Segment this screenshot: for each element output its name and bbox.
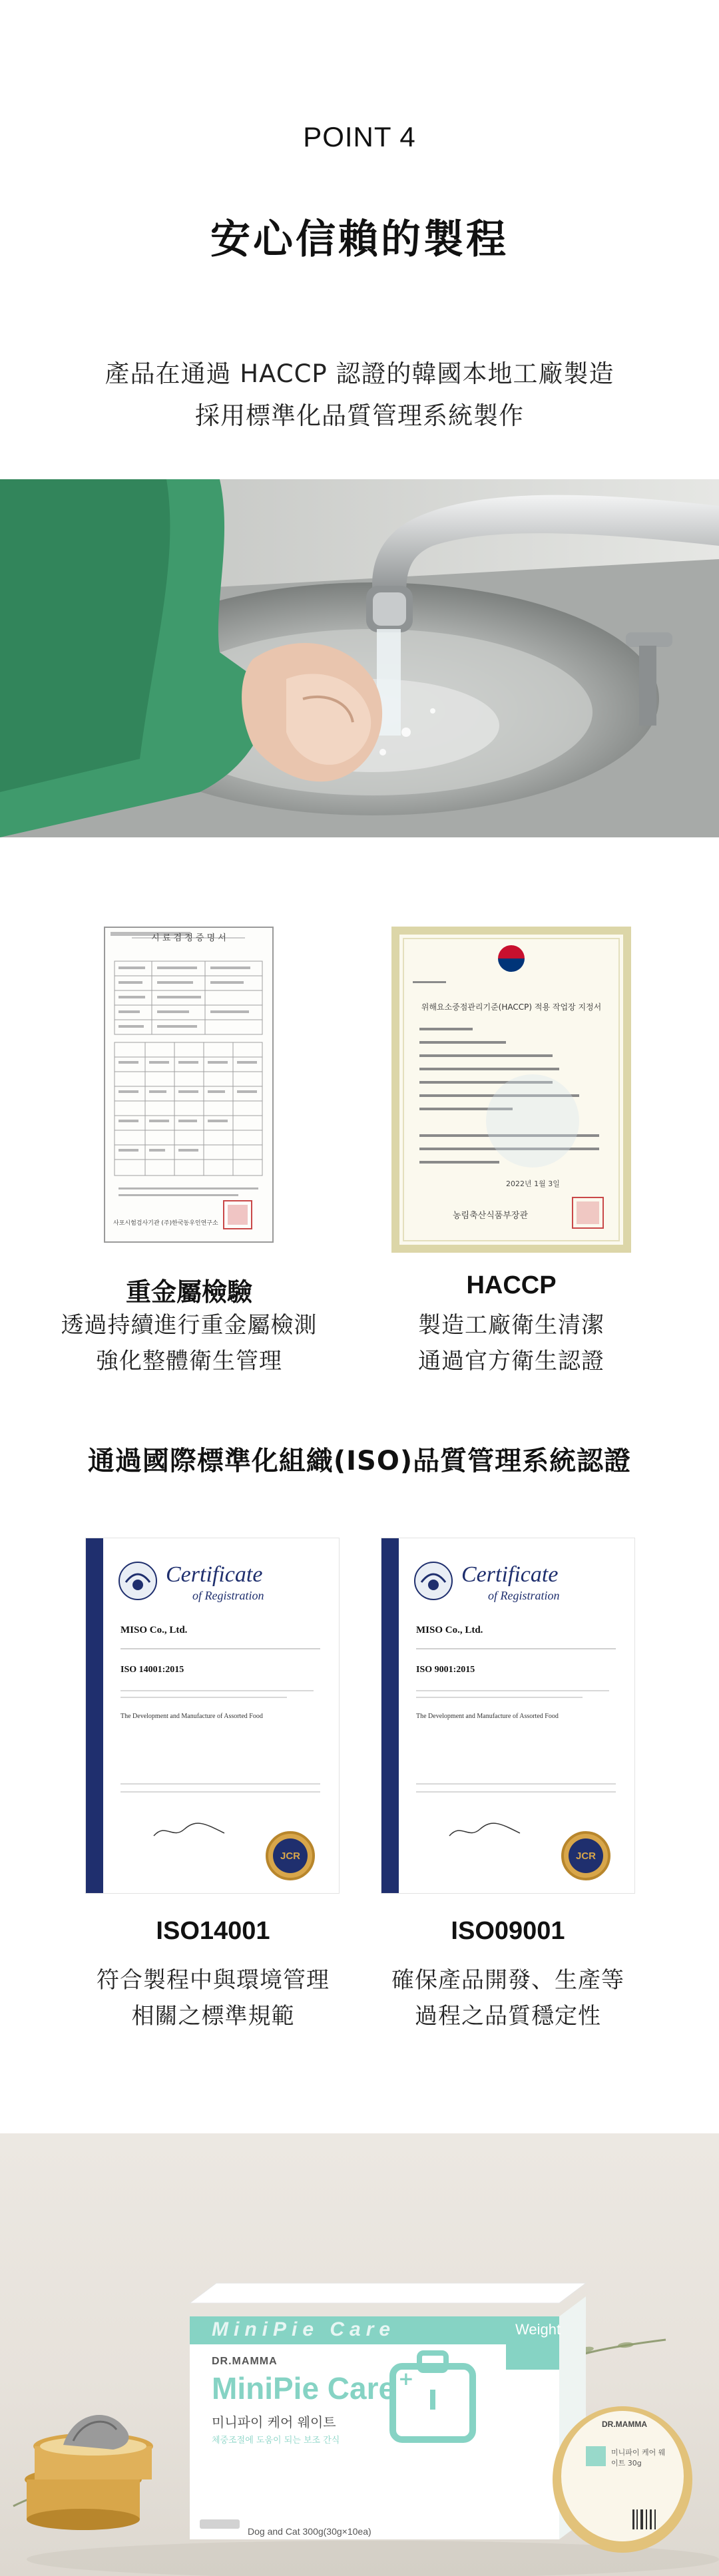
iso9001-desc-line-1: 確保產品開發、生產等 — [391, 1967, 624, 1994]
iso14001-company: MISO Co., Ltd. — [120, 1625, 188, 1635]
heavy-metal-doc-footer: 사포시험검사기관 (주)한국동우인연구소 — [113, 1220, 218, 1227]
iso9001-desc-line-2: 過程之品質穩定性 — [415, 2003, 601, 2030]
plus-icon: + — [398, 2368, 414, 2390]
intro-line-2: 採用標準化品質管理系統製作 — [195, 401, 524, 430]
iso9001-title: ISO09001 — [451, 1917, 565, 1945]
heavy-metal-test-certificate — [104, 927, 274, 1243]
iso9001-certificate — [381, 1538, 635, 1894]
haccp-description — [378, 1307, 644, 1379]
signature-icon — [152, 1821, 226, 1841]
iso14001-description — [67, 1962, 360, 2034]
divider — [416, 1648, 616, 1649]
iso14001-doc-title: Certificate — [166, 1562, 263, 1587]
certificate-band — [86, 1538, 103, 1893]
iso14001-desc-line-1: 符合製程中與環境管理 — [97, 1967, 330, 1994]
page-title: 安心信賴的製程 — [210, 216, 509, 263]
haccp-desc-line-2: 通過官方衛生認證 — [418, 1348, 604, 1375]
product-scene-illustration — [0, 2133, 719, 2576]
jcr-emblem-icon — [412, 1560, 455, 1602]
divider — [120, 1690, 314, 1691]
divider — [416, 1783, 616, 1785]
haccp-document-illustration — [399, 935, 623, 1245]
divider — [120, 1791, 320, 1793]
iso9001-company: MISO Co., Ltd. — [416, 1625, 483, 1635]
hand-washing-photo — [0, 479, 719, 837]
iso9001-doc-subtitle: of Registration — [488, 1589, 560, 1602]
haccp-doc-footer: 농림축산식품부장관 — [453, 1211, 529, 1221]
product-name: MiniPie Care — [212, 2371, 396, 2406]
iso14001-certificate — [85, 1538, 340, 1894]
intro-line-1: 產品在通過 HACCP 認證的韓國本地工廠製造 — [105, 359, 614, 388]
product-spec: Dog and Cat 300g(30g×10ea) — [248, 2526, 371, 2537]
heavy-metal-doc-heading: 시 료 검 정 증 명 서 — [151, 933, 226, 943]
hand-washing-illustration — [0, 479, 719, 837]
jcr-seal-label: JCR — [273, 1838, 308, 1873]
box-weight-tab: Weight — [515, 2321, 561, 2338]
iso14001-doc-subtitle: of Registration — [192, 1589, 264, 1602]
haccp-certificate — [391, 927, 631, 1253]
cup-label: 미니파이 케어 웨이트 30g — [611, 2448, 666, 2468]
jcr-seal-label: JCR — [569, 1838, 603, 1873]
iso9001-description — [361, 1962, 654, 2034]
box-band-text: MiniPie Care — [212, 2318, 396, 2340]
iso14001-scope: The Development and Manufacture of Assorted Food — [120, 1713, 263, 1720]
jcr-emblem-icon — [117, 1560, 159, 1602]
intro-text — [0, 353, 719, 437]
iso9001-doc-title: Certificate — [461, 1562, 559, 1587]
divider — [416, 1791, 616, 1793]
iso9001-standard: ISO 9001:2015 — [416, 1665, 475, 1675]
divider — [416, 1697, 583, 1698]
divider — [416, 1690, 609, 1691]
iso14001-standard: ISO 14001:2015 — [120, 1665, 184, 1675]
haccp-desc-line-1: 製造工廠衛生清潔 — [418, 1312, 604, 1339]
heavy-metal-description — [56, 1307, 322, 1379]
jcr-seal — [266, 1831, 315, 1880]
heavy-metal-desc-line-1: 透過持續進行重金屬檢測 — [61, 1312, 318, 1339]
product-tagline: 체중조절에 도움이 되는 보조 간식 — [212, 2436, 340, 2446]
iso-heading: 通過國際標準化組織(ISO)品質管理系統認證 — [87, 1446, 632, 1476]
haccp-doc-date: 2022년 1월 3일 — [506, 1180, 560, 1188]
haccp-title: HACCP — [466, 1271, 557, 1299]
product-name-group — [212, 2370, 414, 2406]
product-brand: DR.MAMMA — [212, 2356, 278, 2367]
product-name-korean: 미니파이 케어 웨이트 — [212, 2414, 336, 2430]
heavy-metal-desc-line-2: 強化整體衛生管理 — [96, 1348, 282, 1375]
iso14001-title: ISO14001 — [156, 1917, 270, 1945]
iso9001-scope: The Development and Manufacture of Assorted Food — [416, 1713, 559, 1720]
divider — [120, 1697, 287, 1698]
signature-icon — [448, 1821, 521, 1841]
product-photo — [0, 2133, 719, 2576]
divider — [120, 1783, 320, 1785]
divider — [120, 1648, 320, 1649]
heavy-metal-title: 重金屬檢驗 — [125, 1277, 252, 1307]
certificate-band — [381, 1538, 399, 1893]
cup-brand: DR.MAMMA — [602, 2420, 647, 2429]
point-label: POINT 4 — [303, 121, 416, 152]
haccp-doc-heading: 위해요소중점관리기준(HACCP) 적용 작업장 지정서 — [421, 1002, 602, 1012]
iso14001-desc-line-2: 相關之標準規範 — [131, 2003, 295, 2030]
jcr-seal — [561, 1831, 610, 1880]
heavy-metal-document-illustration — [105, 928, 272, 1241]
